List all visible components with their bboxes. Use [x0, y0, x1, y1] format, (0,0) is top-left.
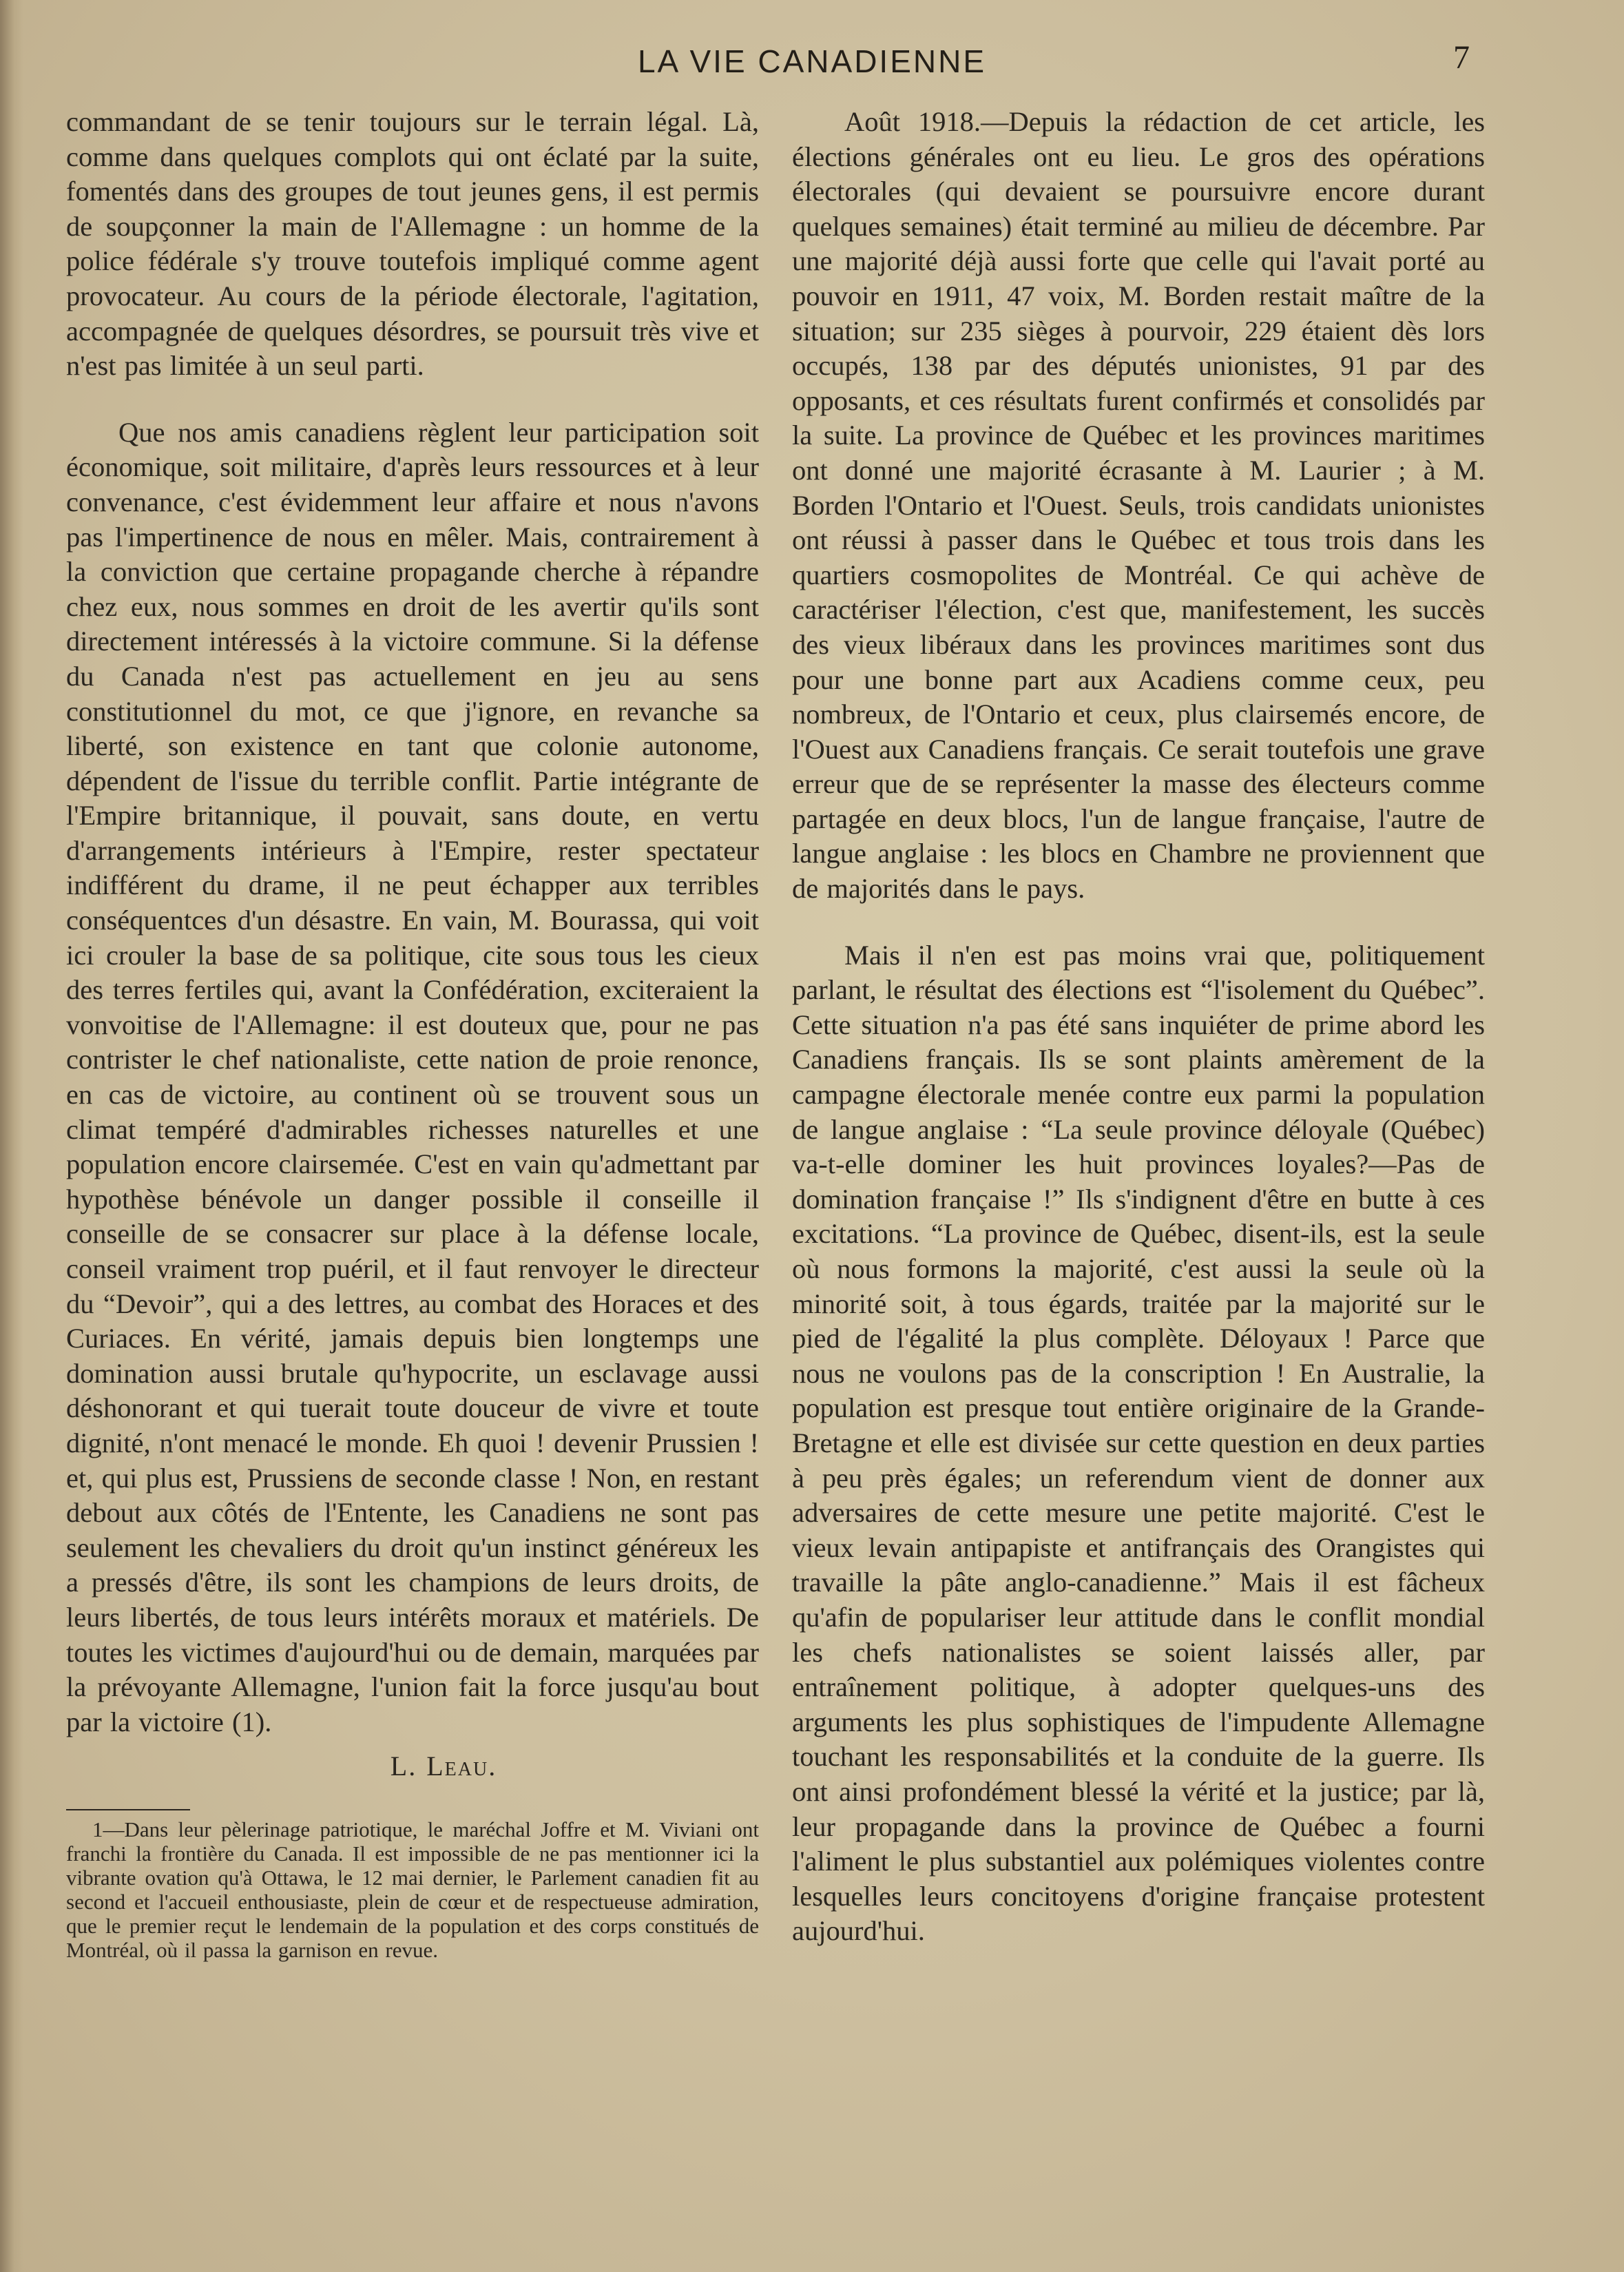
footnote: 1—Dans leur pèlerinage patriotique, le maréchal Joffre et M. Viviani ont franchi la frontière du Canada. Il est impossible de ne pas mentionner ici la vibrante ovation qu'à Ottawa, le 12 mai dernier, le Parlement canadien fit au second et l'accueil enthousiaste, plein de cœur et de respectueuse admiration, que le premier reçut le lendemain de la population et des corps constitués de Montréal, où il passa la garnison en revue. [66, 1817, 759, 1962]
author-name: L. Leau. [390, 1751, 497, 1782]
left-paragraph-1: commandant de se tenir toujours sur le terrain légal. Là, comme dans quelques complots qui ont éclaté par la suite, fomentés dans des groupes de tout jeunes gens, il est permis de soupçonner la main de l'Allemagne : un homme de la police fédérale s'y trouve toutefois impliqué comme agent provocateur. Au cours de la période électorale, l'agitation, accompagnée de quelques désordres, se poursuit très vive et n'est pas limitée à un seul parti. [66, 106, 759, 382]
left-paragraph-2: Que nos amis canadiens règlent leur participation soit économique, soit militaire, d'après leurs ressources et à leur convenance, c'est évidemment leur affaire et nous n'avons pas l'impertinence de nous en mêler. Mais, contrairement à la conviction que certaine propagande cherche à répandre chez eux, nous sommes en droit de les avertir qu'ils sont directement intéressés à la victoire commune. Si la défense du Canada n'est pas actuellement en jeu au sens constitutionnel du mot, ce que j'ignore, en revanche sa liberté, son existence en tant que colonie autonome, dépendent de l'issue du terrible conflit. Partie intégrante de l'Empire britannique, il pouvait, sans doute, en vertu d'arrangements intérieurs à l'Empire, rester spectateur indifférent du drame, il ne peut échapper aux terribles conséquentces d'un désastre. En vain, M. Bourassa, qui voit ici crouler la base de sa politique, cite sous tous les cieux des terres fertiles qui, avant la Confédération, exciteraient la vonvoitise de l'Allemagne: il est douteux que, pour ne pas contrister le chef nationaliste, cette nation de proie renonce, en cas de victoire, au continent où se trouvent sous un climat tempéré d'admirables richesses naturelles et une population encore clairsemée. C'est en vain qu'admettant par hypothèse bénévole un danger possible il conseille il conseille de se consacrer sur place à la défense locale, conseil vraiment trop puéril, et il faut renvoyer le directeur du “Devoir”, qui a des lettres, au combat des Horaces et des Curiaces. En vérité, jamais depuis bien longtemps une domination aussi brutale qu'hypocrite, un esclavage aussi déshonorant et qui tuerait toute douceur de vivre et toute dignité, n'ont menacé le monde. Eh quoi ! devenir Prussien ! et, qui plus est, Prussiens de seconde classe ! Non, en restant debout aux côtés de l'Entente, les Canadiens ne sont pas seulement les chevaliers du droit qu'un instinct généreux les a pressés d'être, ils sont les champions de leurs droits, de leurs libertés, de tous leurs intérêts moraux et matériels. De toutes les victimes d'aujourd'hui ou de demain, marquées par la prévoyante Allemagne, l'union fait la force jusqu'au bout par la victoire (1). [66, 416, 759, 1737]
left-column [66, 105, 759, 1962]
running-head: LA VIE CANADIENNE [637, 43, 987, 79]
right-column [792, 105, 1485, 1949]
footnote-rule [66, 1809, 190, 1810]
right-paragraph-2: Mais il n'en est pas moins vrai que, politiquement parlant, le résultat des élections est “l'isolement du Québec”. Cette situation n'a pas été sans inquiéter de prime abord les Canadiens français. Ils se sont plaints amèrement de la campagne électorale menée contre eux parmi la population de langue anglaise : “La seule province déloyale (Québec) va-t-elle dominer les huit provinces loyales?—Pas de domination française !” Ils s'indignent d'être en butte à ces excitations. “La province de Québec, disent-ils, est la seule où nous formons la majorité, c'est aussi la seule où la minorité soit, à tous égards, traitée par la majorité sur le pied de l'égalité la plus complète. Déloyaux ! Parce que nous ne voulons pas de la conscription ! En Australie, la population est presque tout entière originaire de la Grande-Bretagne et elle est divisée sur cette question en deux parties à peu près égales; un referendum vient de donner aux adversaires de cette mesure une petite majorité. C'est le vieux levain antipapiste et antifrançais des Orangistes qui travaille la pâte anglo-canadienne.” Mais il est fâcheux qu'afin de populariser leur attitude dans le conflit mondial les chefs nationalistes se soient laissés aller, par entraînement politique, à adopter quelques-uns des arguments les plus sophistiques de l'impudente Allemagne touchant les responsabilités et la conduite de la guerre. Ils ont ainsi profondément blessé la vérité et la justice; par là, leur propagande dans la province de Québec a fourni l'aliment le plus substantiel aux polémiques violentes contre lesquelles leurs concitoyens d'origine française protestent aujourd'hui. [792, 939, 1485, 1947]
right-paragraph-1: Août 1918.—Depuis la rédaction de cet article, les élections générales ont eu lieu. Le gros des opérations électorales (qui devaient se poursuivre encore durant quelques semaines) était terminé au milieu de décembre. Par une majorité déjà aussi forte que celle qui l'avait porté au pouvoir en 1911, 47 voix, M. Borden restait maître de la situation; sur 235 sièges à pourvoir, 229 étaient dès lors occupés, 138 par des députés unionistes, 91 par des opposants, et ces résultats furent confirmés et consolidés par la suite. La province de Québec et les provinces maritimes ont donné une majorité écrasante à M. Laurier ; à M. Borden l'Ontario et l'Ouest. Seuls, trois candidats unionistes ont réussi à passer dans le Québec et tous trois dans les quartiers cosmopolites de Montréal. Ce qui achève de caractériser l'élection, c'est que, manifestement, les succès des vieux libéraux dans les provinces maritimes sont dus pour une bonne part aux Acadiens comme ceux, peu nombreux, de l'Ontario et ceux, plus clairsemés encore, de l'Ouest aux Canadiens français. Ce serait toutefois une grave erreur que de se représenter la masse des électeurs comme partagée en deux blocs, l'un de langue française, l'autre de langue anglaise : les blocs en Chambre ne proviennent que de majorités dans le pays. [792, 106, 1485, 905]
page-edge-shadow [0, 0, 23, 2272]
author-signature [66, 1749, 759, 1784]
page-number: 7 [1453, 39, 1470, 76]
